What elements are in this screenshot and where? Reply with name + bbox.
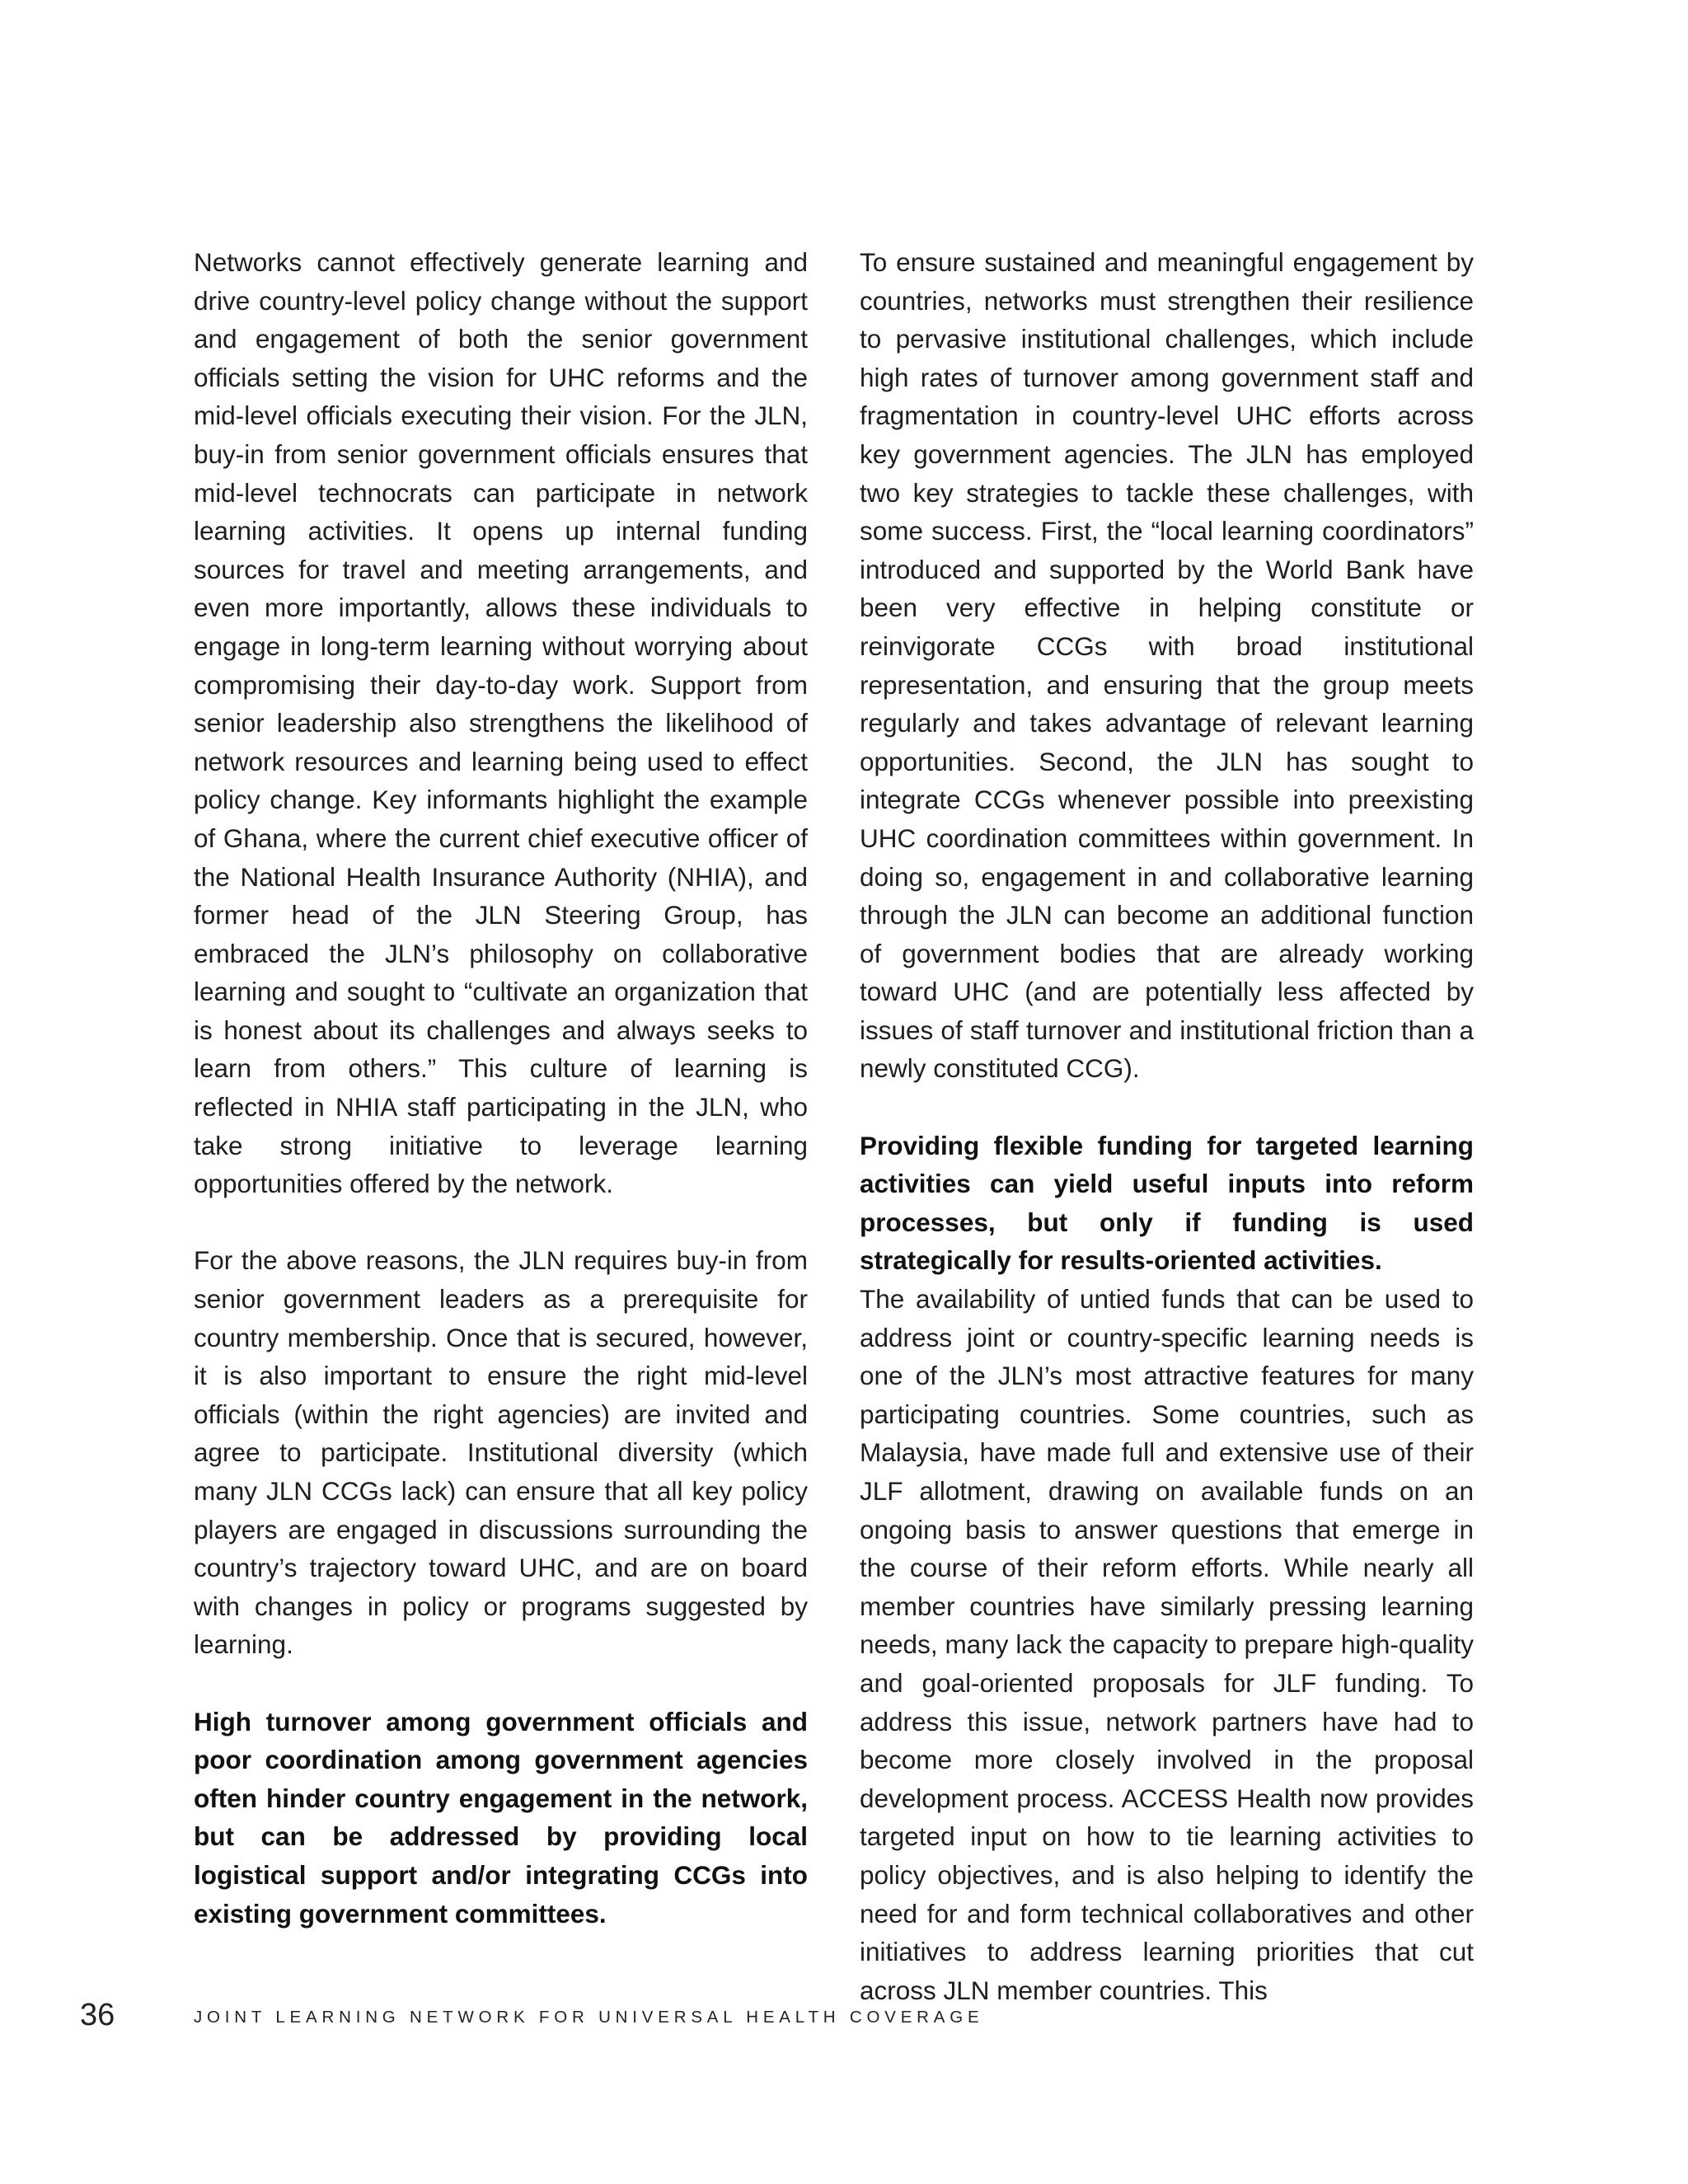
body-paragraph: The availability of untied funds that can be used to address joint or country-specific learning needs is one of the JLN’s most attractive features for many participating countries. Some countries, such as Malaysia, have made full and extensive use of their JLF allotment, drawing on available funds on an ongoing basis to answer questions that emerge in the course of their reform efforts. While nearly all member countries have similarly pressing learning needs, many lack the capacity to prepare high-quality and goal-oriented proposals for JLF funding. To address this issue, network partners have had to become more closely involved in the proposal development process. ACCESS Health now provides targeted input on how to tie learning activities to policy objectives, and is also helping to identify the need for and form technical collaboratives and other initiatives to address learning priorities that cut across JLN member countries. This [860,1284,1474,2005]
page-footer [0,1994,1688,2044]
left-column [194,243,808,1933]
right-column [860,243,1474,2009]
body-paragraph: To ensure sustained and meaningful engagement by countries, networks must strengthen their resilience to pervasive institutional challenges, which include high rates of turnover among government staff and fragmentation in country-level UHC efforts across key government agencies. The JLN has employed two key strategies to tackle these challenges, with some success. First, the “local learning coordinators” introduced and supported by the World Bank have been very effective in helping constitute or reinvigorate CCGs with broad institutional representation, and ensuring that the group meets regularly and takes advantage of relevant learning opportunities. Second, the JLN has sought to integrate CCGs whenever possible into preexisting UHC coordination committees within government. In doing so, engagement in and collaborative learning through the JLN can become an additional function of government bodies that are already working toward UHC (and are potentially less affected by issues of staff turnover and institutional friction than a newly constituted CCG). [860,247,1474,1084]
section-heading: High turnover among government officials and poor coordination among government agencies often hinder country engagement in the network, but can be addressed by providing local logistical support and/or integrating CCGs into existing government committees. [194,1706,808,1929]
running-title: JOINT LEARNING NETWORK FOR UNIVERSAL HEALTH COVERAGE [194,2008,984,2027]
body-paragraph: Networks cannot effectively generate learning and drive country-level policy change without the support and engagement of both the senior government officials setting the vision for UHC reforms and the mid-level officials executing their vision. For the JLN, buy-in from senior government officials ensures that mid-level technocrats can participate in network learning activities. It opens up internal funding sources for travel and meeting arrangements, and even more importantly, allows these individuals to engage in long-term learning without worrying about compromising their day-to-day work. Support from senior leadership also strengthens the likelihood of network resources and learning being used to effect policy change. Key informants highlight the example of Ghana, where the current chief executive officer of the National Health Insurance Authority (NHIA), and former head of the JLN Steering Group, has embraced the JLN’s philosophy on collaborative learning and sought to “cultivate an organization that is honest about its challenges and always seeks to learn from others.” This culture of learning is reflected in NHIA staff participating in the JLN, who take strong initiative to leverage learning opportunities offered by the network. [194,247,808,1199]
page-number: 36 [80,1998,115,2032]
section-heading: Providing flexible funding for targeted learning activities can yield useful inputs into reform processes, but only if funding is used strategically for results-oriented activities. [860,1130,1474,1276]
body-paragraph: For the above reasons, the JLN requires buy-in from senior government leaders as a prerequisite for country membership. Once that is secured, however, it is also important to ensure the right mid-level officials (within the right agencies) are invited and agree to participate. Institutional diversity (which many JLN CCGs lack) can ensure that all key policy players are engaged in discussions surrounding the country’s trajectory toward UHC, and are on board with changes in policy or programs suggested by learning. [194,1245,808,1660]
